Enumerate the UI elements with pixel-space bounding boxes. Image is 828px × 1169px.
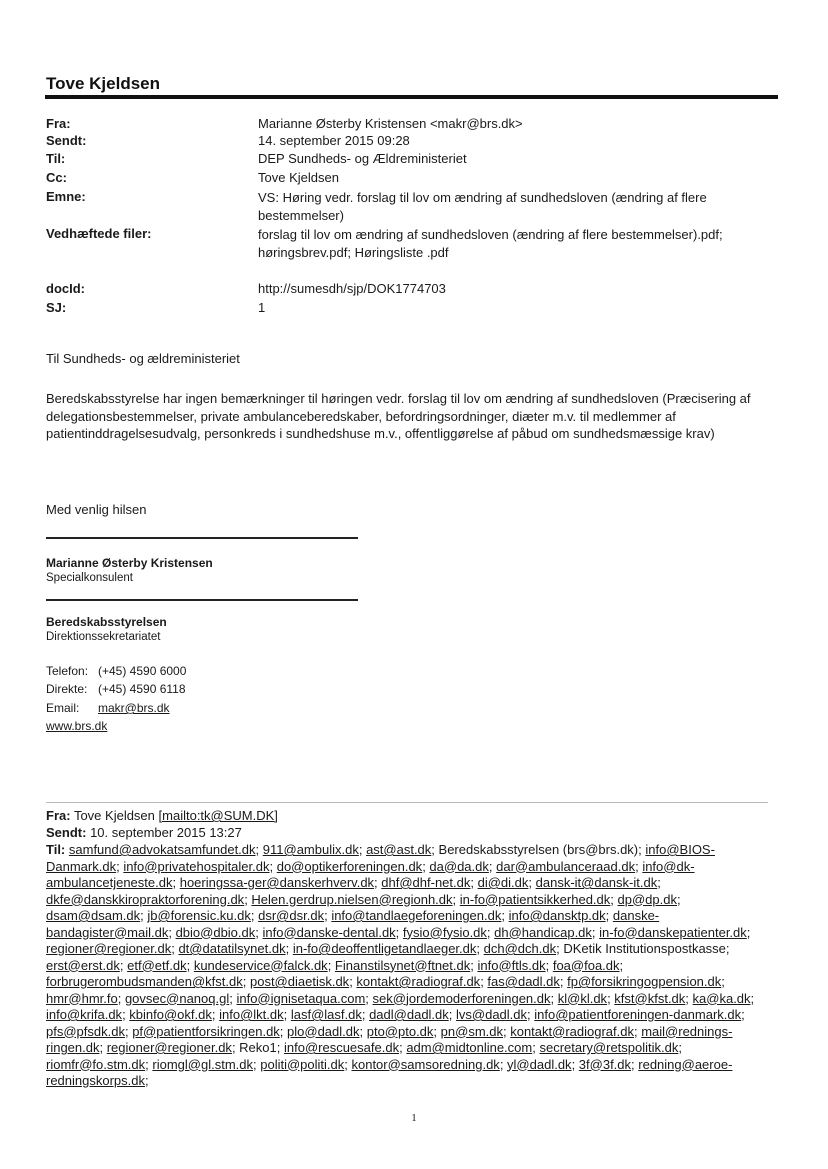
meta-value: forslag til lov om ændring af sundhedsloven (ændring af flere bestemmelser).pdf; høringsbrev.pdf; Høringsliste .pdf bbox=[258, 227, 723, 260]
recipient-address[interactable]: fysio@fysio.dk bbox=[402, 924, 487, 940]
recipient-address[interactable]: regioner@regioner.dk bbox=[46, 941, 172, 956]
recipient-address[interactable]: ast@ast.dk bbox=[366, 842, 432, 857]
phone-label: Telefon: bbox=[46, 664, 89, 678]
recipient-address[interactable]: fas@dadl.dk bbox=[487, 974, 560, 989]
meta-label: Fra: bbox=[46, 116, 71, 131]
forward-from bbox=[46, 808, 766, 825]
recipient-address[interactable]: sek@jordemoderforeningen.dk bbox=[372, 990, 551, 1006]
meta-label: Emne: bbox=[46, 189, 86, 204]
recipient-address[interactable]: in-fo@patientsikkerhed.dk bbox=[459, 891, 611, 907]
recipient-address[interactable]: forbrugerombudsmanden@kfst.dk bbox=[46, 974, 243, 989]
recipient-address: Beredskabsstyrelsen (brs@brs.dk) bbox=[438, 842, 639, 857]
recipient-address[interactable]: info@ignisetaqua.com bbox=[236, 990, 366, 1006]
recipient-address[interactable]: do@optikerforeningen.dk bbox=[276, 858, 423, 874]
recipient-address: DKetik Institutionspostkasse bbox=[563, 941, 726, 956]
recipient-address[interactable]: info@krifa.dk bbox=[46, 1007, 123, 1022]
recipient-address[interactable]: dar@ambulanceraad.dk bbox=[496, 858, 636, 874]
recipient-address[interactable]: dsr@dsr.dk bbox=[258, 908, 325, 923]
recipient-address[interactable]: info@lkt.dk bbox=[219, 1007, 284, 1022]
recipient-address[interactable]: kontakt@radiograf.dk bbox=[510, 1023, 634, 1039]
recipient-address[interactable]: info@tandlaegeforeningen.dk bbox=[331, 908, 502, 923]
meta-value: DEP Sundheds- og Ældreministeriet bbox=[258, 151, 467, 166]
closing: Med venlig hilsen bbox=[46, 502, 147, 517]
meta-label: Vedhæftede filer: bbox=[46, 226, 152, 241]
meta-label: Sendt: bbox=[46, 133, 87, 148]
recipient-address[interactable]: in-fo@deoffentligetandlaeger.dk bbox=[292, 941, 477, 956]
recipient-address[interactable]: hmr@hmr.fo bbox=[46, 990, 118, 1006]
phone-value: (+45) 4590 6000 bbox=[98, 664, 187, 678]
recipient-address[interactable]: dkfe@danskkiropraktorforening.dk bbox=[46, 891, 245, 907]
org-name: Beredskabsstyrelsen bbox=[46, 615, 167, 629]
recipient-address[interactable]: dp@dp.dk bbox=[617, 891, 677, 907]
recipient-address[interactable]: info@BIOS-Danmark.dk bbox=[46, 842, 715, 874]
recipient-address[interactable]: pf@patientforsikringen.dk bbox=[132, 1023, 280, 1039]
recipient-address[interactable]: danske-bandagister@mail.dk bbox=[46, 908, 660, 940]
meta-value: Marianne Østerby Kristensen <makr@brs.dk> bbox=[258, 116, 523, 131]
recipient-address[interactable]: govsec@nanoq.gl bbox=[124, 990, 230, 1006]
recipient-address[interactable]: dansk-it@dansk-it.dk bbox=[535, 875, 658, 890]
recipient-address[interactable]: plo@dadl.dk bbox=[287, 1023, 360, 1039]
recipient-address[interactable]: secretary@retspolitik.dk bbox=[539, 1040, 679, 1055]
recipient-address[interactable]: riomfr@fo.stm.dk bbox=[46, 1056, 146, 1072]
signature-rule bbox=[46, 599, 358, 601]
direct-label: Direkte: bbox=[46, 682, 88, 696]
recipient-address[interactable]: da@da.dk bbox=[429, 858, 489, 874]
recipient-address[interactable]: regioner@regioner.dk bbox=[106, 1040, 232, 1055]
recipient-address[interactable]: pfs@pfsdk.dk bbox=[46, 1023, 125, 1039]
recipient-address[interactable]: 3f@3f.dk bbox=[578, 1056, 632, 1072]
recipient-address[interactable]: kfst@kfst.dk bbox=[614, 990, 686, 1006]
recipient-address[interactable]: kl@kl.dk bbox=[557, 990, 608, 1006]
recipient-address[interactable]: mail@rednings-ringen.dk bbox=[46, 1023, 733, 1055]
email-row bbox=[46, 701, 170, 716]
recipient-address[interactable]: etf@etf.dk bbox=[127, 957, 187, 973]
recipient-address[interactable]: 911@ambulix.dk bbox=[262, 842, 359, 857]
recipient-address[interactable]: dhf@dhf-net.dk bbox=[381, 875, 471, 890]
meta-label: SJ: bbox=[46, 300, 67, 315]
meta-value: Tove Kjeldsen bbox=[258, 170, 339, 185]
forward-sent-value: 10. september 2015 13:27 bbox=[90, 825, 242, 840]
recipient-address[interactable]: kontakt@radiograf.dk bbox=[356, 974, 481, 989]
signature-name: Marianne Østerby Kristensen bbox=[46, 556, 213, 570]
recipient-address[interactable]: kontor@samsoredning.dk bbox=[351, 1056, 500, 1072]
recipient-address[interactable]: info@danske-dental.dk bbox=[262, 924, 396, 940]
page-number: 1 bbox=[411, 1112, 417, 1124]
forward-from-label: Fra: bbox=[46, 808, 71, 823]
recipient-address[interactable]: info@patientforeningen-danmark.dk bbox=[534, 1007, 742, 1022]
recipient-address[interactable]: Helen.gerdrup.nielsen@regionh.dk bbox=[251, 891, 453, 907]
recipient-address[interactable]: yl@dadl.dk bbox=[507, 1056, 572, 1072]
meta-label: Til: bbox=[46, 151, 66, 166]
recipient-address[interactable]: lvs@dadl.dk bbox=[456, 1007, 528, 1022]
recipient-address[interactable]: fp@forsikringogpension.dk bbox=[567, 974, 722, 989]
signature-block bbox=[46, 556, 213, 586]
recipient-address[interactable]: post@diaetisk.dk bbox=[249, 974, 350, 989]
forward-from-link[interactable]: [mailto:tk@SUM.DK] bbox=[158, 808, 278, 823]
recipient-address[interactable]: dt@datatilsynet.dk bbox=[178, 941, 286, 956]
forward-recipients: Til: samfund@advokatsamfundet.dk; 911@ambulix.dk; ast@ast.dk; Beredskabsstyrelsen (brs@brs.dk); info@BIOS-Danmark.dk; info@privatehospitaler.dk; do@optikerforeningen.dk; da@da.dk; dar@ambulanceraad.dk; info@dk-ambulancetjeneste.dk; hoeringssa-ger@danskerhverv.dk; dhf@dhf-net.dk; di@di.dk; dansk-it@dansk-it.dk; dkfe@danskkiropraktorforening.dk; Helen.gerdrup.nielsen@regionh.dk; in-fo@patientsikkerhed.dk; dp@dp.dk; dsam@dsam.dk; jb@forensic.ku.dk; dsr@dsr.dk; info@tandlaegeforeningen.dk; info@dansktp.dk; danske-bandagister@mail.dk; dbio@dbio.dk; info@danske-dental.dk; fysio@fysio.dk; dh@handicap.dk; in-fo@danskepatienter.dk; regioner@regioner.dk; dt@datatilsynet.dk; in-fo@deoffentligetandlaeger.dk; dch@dch.dk; DKetik Institutionspostkasse; erst@erst.dk; etf@etf.dk; kundeservice@falck.dk; Finanstilsynet@ftnet.dk; info@ftls.dk; foa@foa.dk; forbrugerombudsmanden@kfst.dk; post@diaetisk.dk; kontakt@radiograf.dk; fas@dadl.dk; fp@forsikringogpension.dk; hmr@hmr.fo; govsec@nanoq.gl; info@ignisetaqua.com; sek@jordemoderforeningen.dk; kl@kl.dk; kfst@kfst.dk; ka@ka.dk; info@krifa.dk; kbinfo@okf.dk; info@lkt.dk; lasf@lasf.dk; dadl@dadl.dk; lvs@dadl.dk; info@patientforeningen-danmark.dk; pfs@pfsdk.dk; pf@patientforsikringen.dk; plo@dadl.dk; pto@pto.dk; pn@sm.dk; kontakt@radiograf.dk; mail@rednings-ringen.dk; regioner@regioner.dk; Reko1; info@rescuesafe.dk; adm@midtonline.com; secretary@retspolitik.dk; riomfr@fo.stm.dk; riomgl@gl.stm.dk; politi@politi.dk; kontor@samsoredning.dk; yl@dadl.dk; 3f@3f.dk; redning@aeroe-redningskorps.dk; bbox=[46, 842, 755, 1088]
recipient-address[interactable]: kundeservice@falck.dk bbox=[193, 957, 328, 973]
recipient-address[interactable]: ka@ka.dk bbox=[692, 990, 751, 1006]
recipient-address[interactable]: lasf@lasf.dk bbox=[290, 1007, 362, 1022]
signature-title: Specialkonsulent bbox=[46, 572, 133, 584]
org-block bbox=[46, 615, 167, 645]
recipient-address[interactable]: dch@dch.dk bbox=[483, 941, 557, 956]
recipient-address[interactable]: info@ftls.dk bbox=[477, 957, 546, 973]
recipient-address[interactable]: dadl@dadl.dk bbox=[369, 1007, 449, 1022]
recipient-address[interactable]: info@dansktp.dk bbox=[508, 908, 606, 923]
web-link[interactable]: www.brs.dk bbox=[46, 719, 108, 733]
recipient-address[interactable]: pto@pto.dk bbox=[366, 1023, 434, 1039]
recipient-address[interactable]: politi@politi.dk bbox=[260, 1056, 345, 1072]
header-rule bbox=[45, 95, 778, 99]
recipient-address[interactable]: foa@foa.dk bbox=[552, 957, 620, 973]
forward-sent bbox=[46, 825, 766, 842]
recipient-address[interactable]: dsam@dsam.dk bbox=[46, 908, 141, 923]
recipient-address[interactable]: di@di.dk bbox=[477, 875, 529, 890]
forward-sent-label: Sendt: bbox=[46, 825, 87, 840]
email-link[interactable]: makr@brs.dk bbox=[98, 701, 170, 715]
web-row bbox=[46, 719, 107, 734]
recipient-address[interactable]: erst@erst.dk bbox=[46, 957, 120, 973]
forward-divider bbox=[46, 802, 768, 803]
meta-label: docId: bbox=[46, 281, 85, 296]
recipient-address[interactable]: redning@aeroe-redningskorps.dk bbox=[46, 1056, 733, 1088]
recipient-address[interactable]: dbio@dbio.dk bbox=[175, 924, 256, 940]
recipient-address[interactable]: info@dk-ambulancetjeneste.dk bbox=[46, 858, 695, 890]
meta-value: 14. september 2015 09:28 bbox=[258, 133, 410, 148]
recipient-address[interactable]: hoeringssa-ger@danskerhverv.dk bbox=[179, 875, 375, 890]
email-label: Email: bbox=[46, 701, 80, 715]
recipient-address[interactable]: dh@handicap.dk bbox=[494, 924, 592, 940]
direct-value: (+45) 4590 6118 bbox=[98, 682, 186, 696]
forward-to-label: Til: bbox=[46, 842, 66, 857]
recipient-address[interactable]: Finanstilsynet@ftnet.dk bbox=[334, 957, 471, 973]
org-dept: Direktionssekretariatet bbox=[46, 631, 161, 643]
greeting: Til Sundheds- og ældreministeriet bbox=[46, 351, 240, 366]
recipient-address[interactable]: riomgl@gl.stm.dk bbox=[152, 1056, 253, 1072]
recipient-address[interactable]: in-fo@danskepatienter.dk bbox=[599, 924, 747, 940]
recipient-address[interactable]: jb@forensic.ku.dk bbox=[147, 908, 251, 923]
meta-value: VS: Høring vedr. forslag til lov om ændring af sundhedsloven (ændring af flere bestemmelser) bbox=[258, 190, 707, 223]
recipient-address[interactable]: pn@sm.dk bbox=[440, 1023, 503, 1039]
meta-value: http://sumesdh/sjp/DOK1774703 bbox=[258, 281, 446, 296]
direct-row bbox=[46, 682, 186, 697]
forward-from-name: Tove Kjeldsen bbox=[73, 808, 155, 823]
recipient-address[interactable]: kbinfo@okf.dk bbox=[129, 1007, 212, 1022]
header-name: Tove Kjeldsen bbox=[46, 74, 160, 93]
recipient-address[interactable]: adm@midtonline.com bbox=[406, 1040, 533, 1055]
recipient-address[interactable]: info@privatehospitaler.dk bbox=[123, 858, 270, 874]
signature-rule bbox=[46, 537, 358, 539]
meta-label: Cc: bbox=[46, 170, 67, 185]
phone-row bbox=[46, 664, 186, 679]
recipient-address[interactable]: samfund@advokatsamfundet.dk bbox=[68, 842, 256, 857]
meta-value: 1 bbox=[258, 300, 266, 315]
recipient-address[interactable]: info@rescuesafe.dk bbox=[283, 1040, 400, 1055]
recipient-address: Reko1 bbox=[239, 1040, 277, 1055]
body-paragraph: Beredskabsstyrelse har ingen bemærkninger til høringen vedr. forslag til lov om ændring af sundhedsloven (Præcisering af delegationsbestemmelser, private ambulanceberedskaber, befordringsordninger, diæter m.v. til medlemmer af patientinddragelsesudvalg, personkreds i sundhedshuse m.v., offentliggørelse af påbud om sundhedsmæssige krav) bbox=[46, 391, 751, 441]
